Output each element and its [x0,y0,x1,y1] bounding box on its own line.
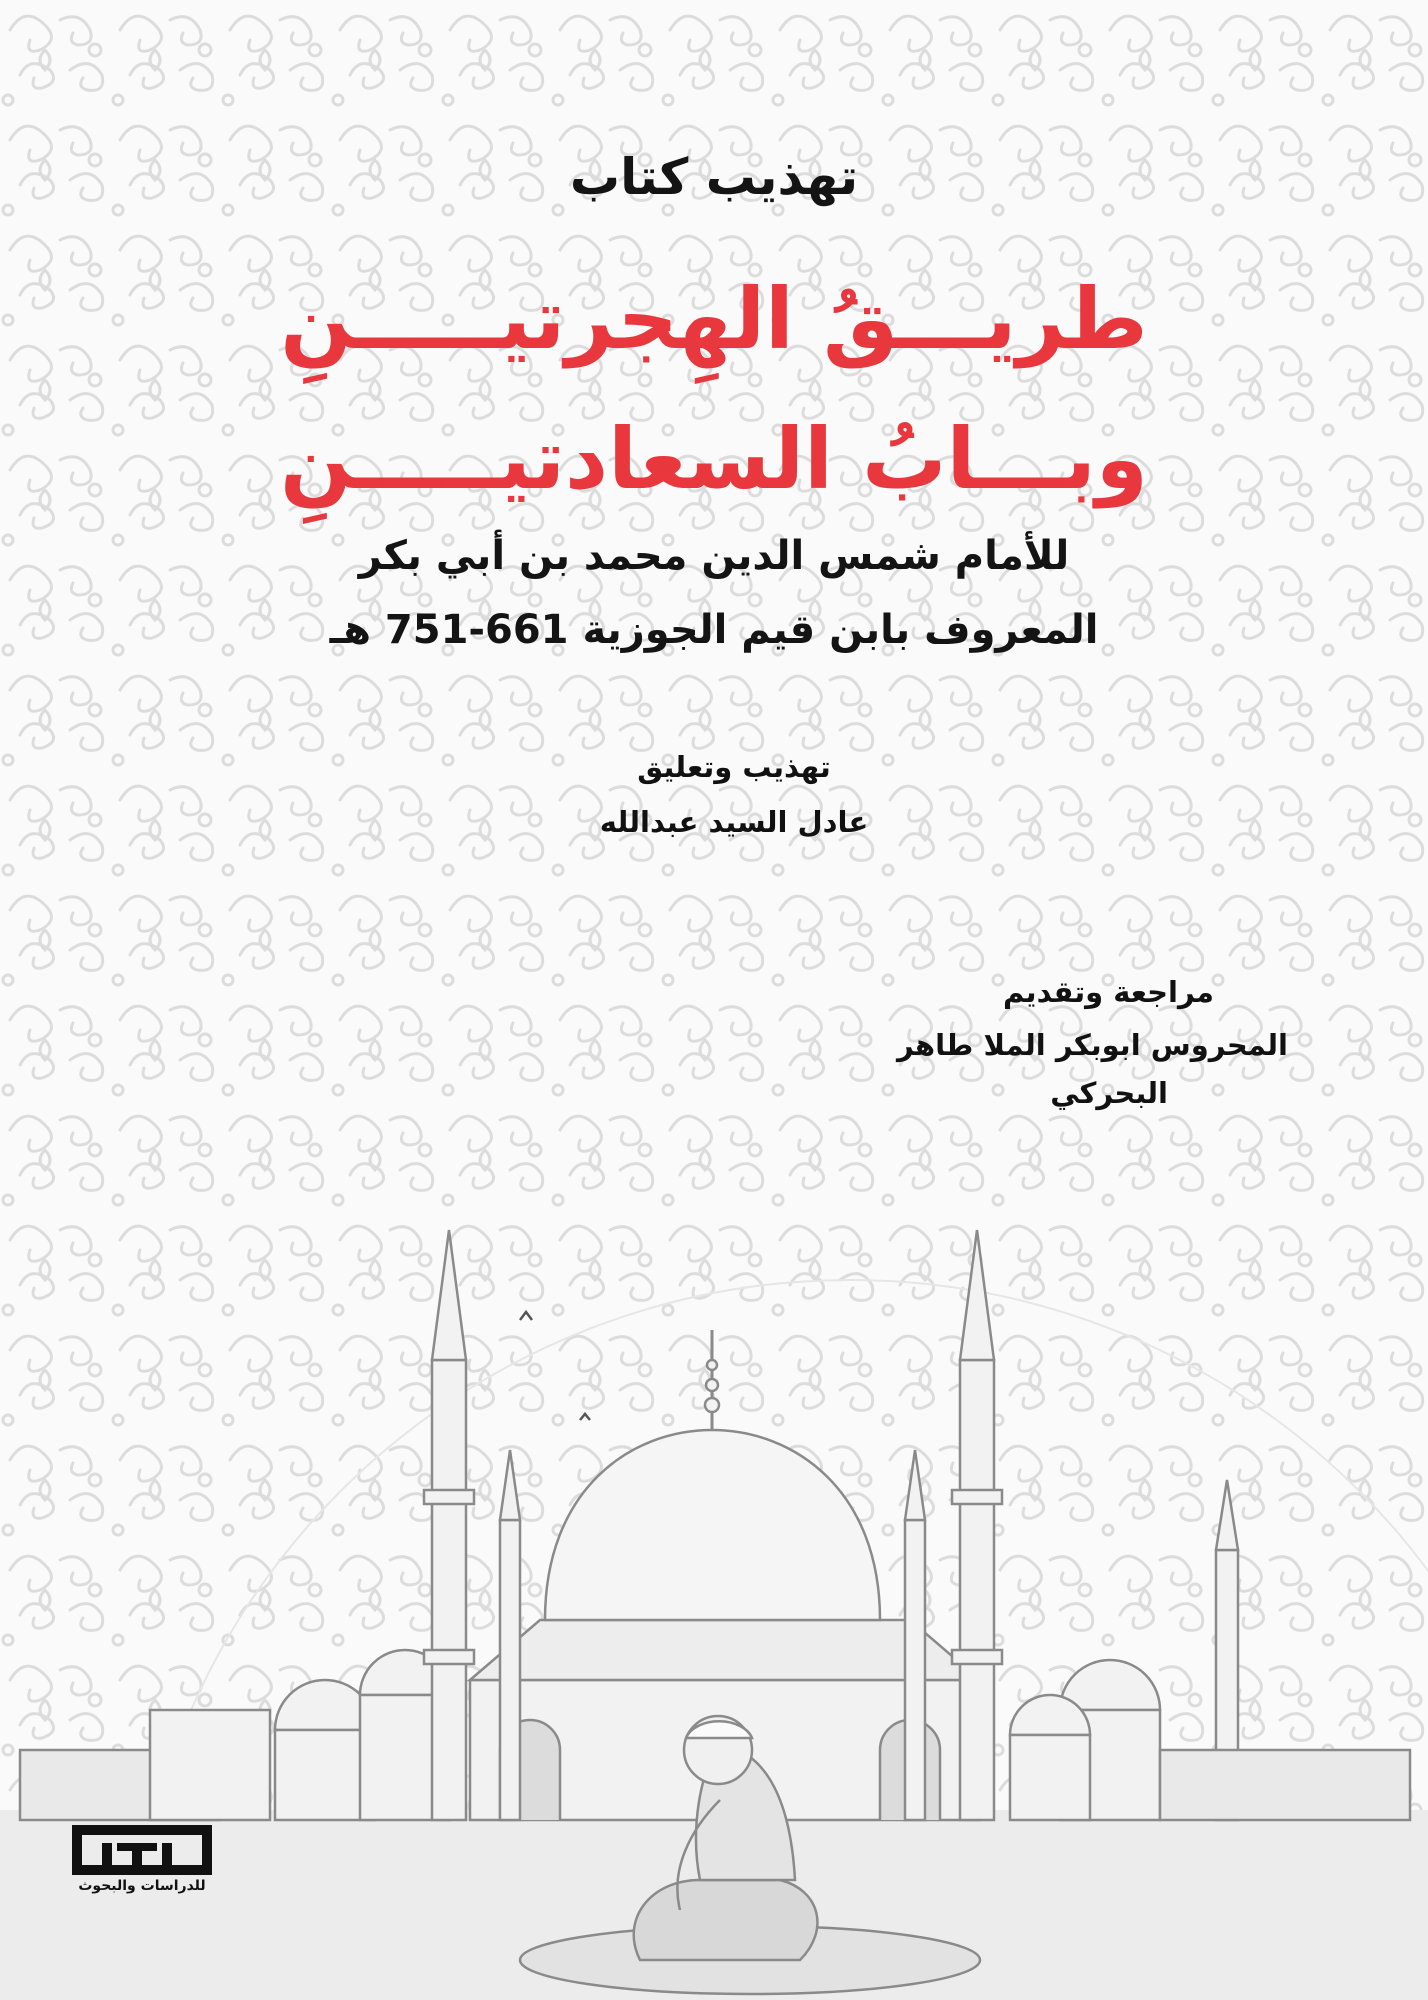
reviewer-name-line2: البحركي [1050,1076,1168,1110]
publisher-logo [62,1815,222,1915]
author-line2: المعروف بابن قيم الجوزية 661-751 هـ [329,607,1099,653]
kicker-text: تهذيب كتاب [569,148,859,206]
editor-name: عادل السيد عبدالله [599,805,869,839]
editing-label: تهذيب وتعليق [637,750,831,784]
book-title-line1: طريـــقُ الهِجرتيـــــنِ [280,270,1148,368]
reviewer-name-line1: المحروس ابوبكر الملا طاهر [897,1028,1288,1062]
author-line1: للأمام شمس الدين محمد بن أبي بكر [358,533,1070,579]
book-title-line2: وبـــابُ السعادتيـــــنِ [280,410,1148,508]
publisher-tagline: للدراسات والبحوث [78,1878,206,1894]
review-label: مراجعة وتقديم [1002,975,1214,1009]
